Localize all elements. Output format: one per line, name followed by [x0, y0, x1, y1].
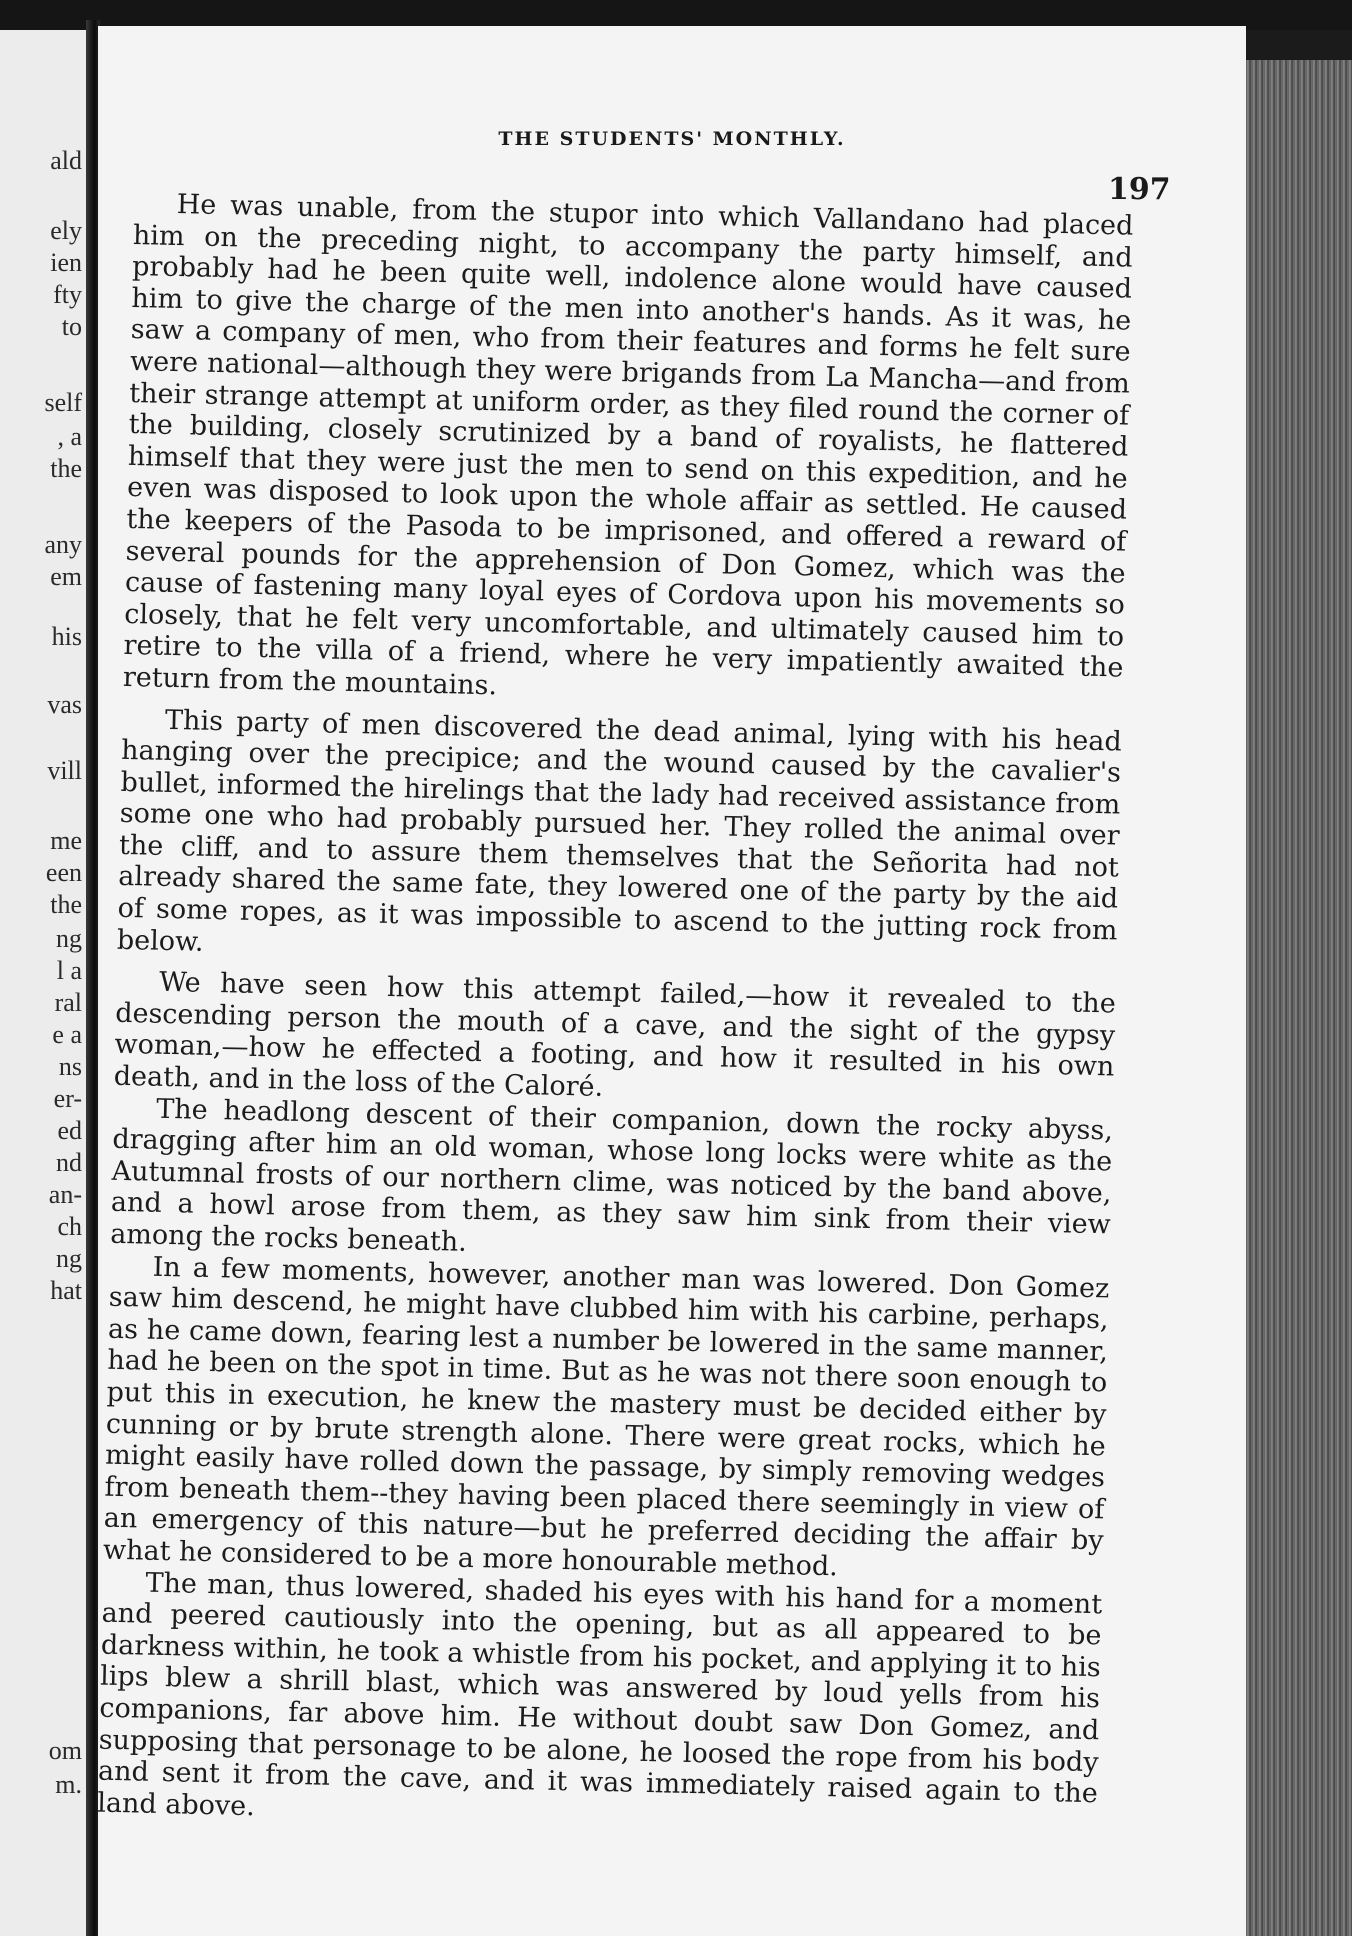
- previous-page-fragment: ch: [57, 1212, 82, 1241]
- paragraph: We have seen how this attempt failed,—how it revealed to the descending person the mouth of a cave, and the sight of the gypsy woman,—how he effected a footing, and how it resulted in his own death, and in the loss of the Caloré.: [113, 967, 1117, 1103]
- paragraph: This party of men discovered the dead animal, lying with his head hanging over the precipice; and the wound caused by the cavalier's bullet, informed the hirelings that the lady had received assistance from some one who had probably pursued her. They rolled the animal over the cliff, and to assure them themselves that the Señorita had not already shared the same fate, they lowered one of the party by the aid of some ropes, as it was impossible to ascend to the jutting rock from below.: [116, 704, 1123, 958]
- paragraph: In a few moments, however, another man was lowered. Don Gomez saw him descend, he might have clubbed him with his carbine, perhaps, as he came down, fearing lest a number be lowered in the same manner, had he been on the spot in time. But as he was not there soon enough to put this in execution, he knew the mastery must be decided either by cunning or by brute strength alone. There were great rocks, which he might easily have rolled down the passage, by simply removing wedges from beneath them--they having been placed there seemingly in view of an emergency of this nature—but he preferred deciding the affair by what he considered to be a more honourable method.: [102, 1251, 1110, 1583]
- paragraph: He was unable, from the stupor into which Vallandano had placed him on the preceding night, to accompany the party himself, and probably had he been quite well, indolence alone would have caused him to give the charge of the men into another's hands. As it was, he saw a company of men, who from their features and forms he felt sure were national—although they were brigands from La Mancha—and from their strange attempt at uniform order, as they filed round the corner of the building, closely scrutinized by a band of royalists, he flattered himself that they were just the men to send on this expedition, and he even was disposed to look upon the whole affair as settled. He caused the keepers of the Pasoda to be imprisoned, and offered a reward of several pounds for the apprehension of Don Gomez, which was the cause of fastening many loyal eyes of Cordova upon his movements so closely, that he felt very uncomfortable, and ultimately caused him to retire to the villa of a friend, where he very impatiently awaited the return from the mountains.: [122, 188, 1134, 702]
- previous-page-fragment: vill: [47, 756, 82, 785]
- previous-page-fragment: me: [50, 826, 82, 855]
- previous-page-fragment: , a: [57, 422, 82, 451]
- running-head: THE STUDENTS' MONTHLY.: [498, 128, 846, 150]
- previous-page-fragment: om: [48, 1736, 82, 1765]
- previous-page-fragment: to: [61, 312, 82, 341]
- page-edges: [1246, 60, 1352, 1936]
- previous-page-fragment: ng: [56, 924, 82, 953]
- body-text: [97, 188, 1134, 1842]
- previous-page-fragment: em: [50, 562, 82, 591]
- previous-page-fragment: ely: [50, 216, 82, 245]
- previous-page-fragment: the: [50, 454, 82, 483]
- previous-page-fragment: ien: [50, 248, 82, 277]
- previous-page-fragment: ral: [54, 988, 82, 1017]
- previous-page-fragment: e a: [52, 1020, 82, 1049]
- previous-page-fragment: an-: [48, 1180, 82, 1209]
- previous-page-edge: [0, 30, 86, 1936]
- previous-page-fragment: ns: [58, 1052, 82, 1081]
- book-page: [98, 26, 1246, 1936]
- previous-page-fragment: ald: [50, 146, 82, 175]
- previous-page-fragment: ng: [56, 1244, 82, 1273]
- previous-page-fragment: vas: [47, 690, 82, 719]
- previous-page-fragment: any: [44, 530, 82, 559]
- previous-page-fragment: fty: [53, 280, 82, 309]
- previous-page-fragment: ed: [57, 1116, 82, 1145]
- previous-page-fragment: er-: [53, 1084, 82, 1113]
- previous-page-fragment: hat: [50, 1276, 82, 1305]
- paragraph: The headlong descent of their companion, down the rocky abyss, dragging after him an old woman, whose long locks were white as the Autumnal frosts of our northern clime, was noticed by the band above, and a howl arose from them, as they saw him sink from their view among the rocks beneath.: [109, 1093, 1114, 1258]
- page-number: 197: [1108, 172, 1171, 207]
- previous-page-fragment: nd: [56, 1148, 82, 1177]
- previous-page-fragment: his: [51, 622, 82, 651]
- previous-page-fragment: m.: [55, 1770, 82, 1799]
- paragraph: The man, thus lowered, shaded his eyes with his hand for a moment and peered cautiously into the opening, but as all appeared to be darkness within, he took a whistle from his pocket, and applying it to his lips blew a shrill blast, which was answered by loud yells from his companions, far above him. He without doubt saw Don Gomez, and supposing that personage to be alone, he loosed the rope from his body and sent it from the cave, and it was immediately raised again to the land above.: [97, 1567, 1103, 1822]
- previous-page-fragment: the: [50, 890, 82, 919]
- previous-page-fragment: l a: [56, 956, 82, 985]
- previous-page-fragment: self: [44, 388, 82, 417]
- previous-page-fragment: een: [45, 858, 82, 887]
